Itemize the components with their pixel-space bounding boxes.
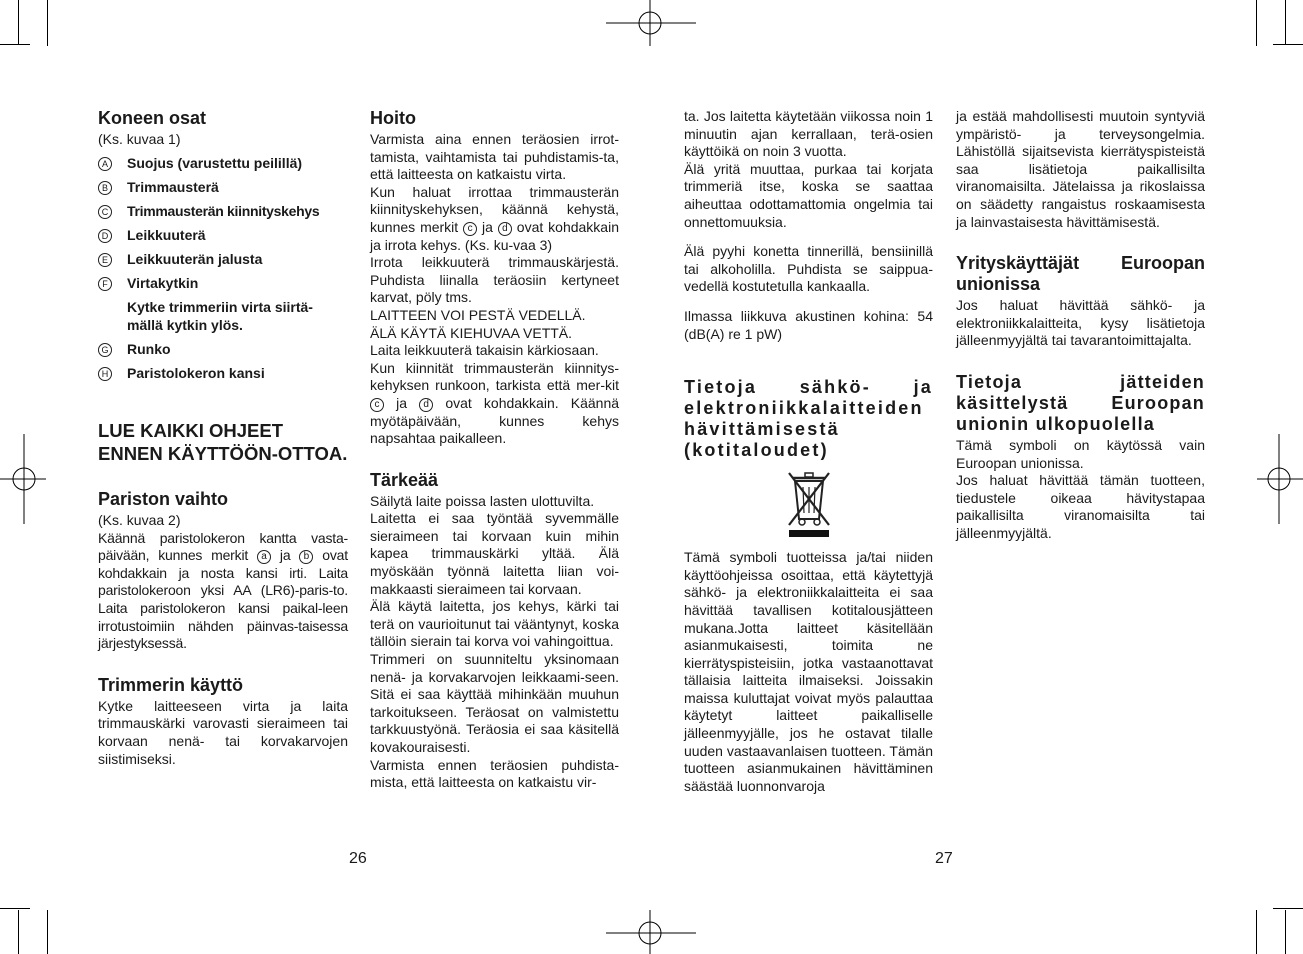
business-users-heading: Yrityskäyttäjät Euroopan unionissa	[956, 253, 1205, 295]
parts-ref: (Ks. kuvaa 1)	[98, 131, 181, 147]
care-text-4: LAITTEEN VOI PESTÄ VEDELLÄ.	[370, 306, 586, 323]
column-2	[370, 108, 619, 792]
part-marker: D	[98, 229, 112, 243]
part-label: Paristolokeron kansi	[127, 364, 265, 381]
registration-crosshair-icon	[1257, 434, 1303, 524]
crop-mark	[1256, 910, 1257, 954]
crop-mark	[1273, 44, 1303, 45]
marker-b: b	[299, 550, 313, 564]
part-label: Runko	[127, 340, 171, 357]
crop-mark	[47, 910, 48, 954]
column-1	[98, 108, 348, 768]
page-number-right: 27	[935, 850, 953, 867]
important-text-5: Varmista ennen teräosien puhdista-mista, että laitteesta on katkaistu vir-	[370, 756, 619, 791]
marker-d: d	[419, 398, 433, 412]
care-text-5: ÄLÄ KÄYTÄ KIEHUVAA VETTÄ.	[370, 324, 573, 341]
list-item	[98, 275, 348, 293]
crossed-out-wheelie-bin-icon	[783, 467, 835, 539]
marker-c: c	[463, 222, 477, 236]
crop-mark	[0, 908, 30, 909]
care-text-1: Varmista aina ennen teräosien irrot-tamista, vaihtamista tai puhdistamis-ta, että laitteesta on katkaistu virta.	[370, 131, 619, 183]
outside-eu-text-2: Jos haluat hävittää tämän tuotteen, tiedustele oikeaa hävitystapaa paikallisilta viranomaisilta tai jälleenmyyjältä.	[956, 472, 1205, 541]
weee-text: Tämä symboli tuotteissa ja/tai niiden käyttöohjeissa osoittaa, että käytettyjä sähkö- ja elektroniikkalaitteita ei saa hävittää tavallisen kotitalousjätteen mukana.Jotta laitteet käsitellään asianmukaisesti, toimita ne kierrätyspisteisiin, jotka vastaanottavat tällaisia laitteita ilmaiseksi. Joissakin maissa kuluttajat voivat myös palauttaa käytetyt laitteet paikalliselle jälleenmyyjälle, jos he ostavat tilalle uuden vastaavanlaisen tuotteen. Tämän tuotteen asianmukainen hävittäminen säästää luonnonvaroja	[684, 549, 933, 794]
part-marker: G	[98, 343, 112, 357]
crop-mark	[0, 44, 30, 45]
part-label: Trimmausterän kiinnityskehys	[127, 202, 320, 219]
parts-heading: Koneen osat	[98, 108, 207, 128]
crop-mark	[47, 0, 48, 46]
part-label: Leikkuuterän jalusta	[127, 250, 263, 267]
part-label: Leikkuuterä	[127, 226, 206, 243]
marker-c: c	[370, 398, 384, 412]
part-label: Virtakytkin	[127, 275, 199, 292]
care-text-3: Irrota leikkuuterä trimmauskärjestä. Puhdista liinalla teräosiin kertyneet karvat, pöly tms.	[370, 254, 619, 306]
battery-heading: Pariston vaihto	[98, 489, 229, 510]
list-item	[98, 341, 348, 359]
part-marker: A	[98, 157, 112, 171]
part-marker: B	[98, 181, 112, 195]
part-marker: C	[98, 205, 112, 219]
continued-text-3: Älä pyyhi konetta tinnerillä, bensiinillä tai alkoholilla. Puhdista se saippua-vedellä kostutetulla kankaalla.	[684, 243, 933, 295]
list-item	[98, 179, 348, 197]
marker-d: d	[498, 222, 512, 236]
part-marker: H	[98, 367, 112, 381]
care-heading: Hoito	[370, 108, 416, 128]
part-marker: F	[98, 277, 112, 291]
part-label: Kytke trimmeriin virta siirtä-mällä kytkin ylös.	[127, 299, 313, 333]
column-3	[684, 108, 933, 795]
weee-heading: Tietoja sähkö- ja elektroniikkalaitteiden hävittämisestä (kotitaloudet)	[684, 377, 933, 461]
business-users-text: Jos haluat hävittää sähkö- ja elektroniikkalaitteita, kysy lisätietoja jälleenmyyjältä tai tavarantoimittajalta.	[956, 297, 1205, 349]
registration-crosshair-icon	[606, 910, 696, 954]
crop-mark	[18, 910, 19, 954]
important-text-3: Älä käytä laitetta, jos kehys, kärki tai terä on vaurioitunut tai vääntynyt, koska tällöin sierain tai korva voi vahingoittua.	[370, 598, 619, 650]
care-text-2: Kun haluat irrottaa trimmausterän kiinnityskehyksen, käännä kehystä, kunnes merkit c ja d ovat kohdakkain ja irrota kehys. (Ks. ku-vaa 3)	[370, 183, 619, 253]
care-text-7: Kun kiinnität trimmausterän kiinnitys-kehyksen runkoon, tarkista että mer-kit c ja d ovat kohdakkain. Käännä myötäpäivään, kunnes kehys napsahtaa paikalleen.	[370, 359, 620, 447]
part-marker: E	[98, 253, 112, 267]
list-item	[98, 365, 348, 383]
list-item	[98, 203, 348, 221]
crop-mark	[1256, 0, 1257, 46]
use-text: Kytke laitteeseen virta ja laita trimmauskärki varovasti sieraimeen tai korvaan nenä- tai korvakarvojen siistimiseksi.	[98, 697, 348, 767]
list-item	[98, 227, 348, 245]
continued-text-2: Älä yritä muuttaa, purkaa tai korjata trimmeriä itse, koska se saattaa aiheuttaa odottamattomia ongelmia tai onnettomuuksia.	[684, 160, 933, 230]
care-text-6: Laita leikkuuterä takaisin kärkiosaan.	[370, 342, 599, 359]
crop-mark	[1285, 910, 1286, 954]
parts-list	[98, 155, 348, 383]
continued-text-1: ta. Jos laitetta käytetään viikossa noin 1 minuutin ajan kerrallaan, terä-osien käyttöikä on noin 3 vuotta.	[684, 108, 933, 160]
crop-mark	[18, 0, 19, 44]
crop-mark	[1285, 0, 1286, 44]
column-4	[956, 108, 1205, 543]
battery-ref: (Ks. kuvaa 2)	[98, 512, 181, 529]
read-instructions-heading: LUE KAIKKI OHJEET ENNEN KÄYTTÖÖN-OTTOA.	[98, 420, 348, 465]
registration-crosshair-icon	[0, 434, 46, 524]
registration-crosshair-icon	[606, 0, 696, 46]
battery-text: Käännä paristolokeron kantta vasta-päivään, kunnes merkit a ja b ovat kohdakkain ja nosta kansi irti. Laita paristolokeroon yksi AA (LR6)-paris-to. Laita paristolokeron kansi paikal-leen irrotustoimiin nähden päinvas-taisessa järjestyksessä.	[98, 529, 348, 652]
important-text-1: Säilytä laite poissa lasten ulottuvilta.	[370, 492, 595, 509]
part-label: Trimmausterä	[127, 178, 219, 195]
outside-eu-heading: Tietoja jätteiden käsittelystä Euroopan unionin ulkopuolella	[956, 371, 1205, 434]
list-item	[98, 299, 348, 334]
list-item	[98, 155, 348, 173]
use-heading: Trimmerin käyttö	[98, 674, 244, 695]
important-text-2: Laitetta ei saa työntää syvemmälle sieraimeen tai korvaan kuin mihin kapea trimmauskärki yltää. Älä myöskään työnnä laitetta liian voi-makkaasti sieraimeen tai korvaan.	[370, 510, 619, 597]
list-item	[98, 251, 348, 269]
part-label: Suojus (varustettu peilillä)	[127, 154, 303, 171]
continued-text: ja estää mahdollisesti muutoin syntyviä ympäristö- ja terveysongelmia. Lähistöllä sijaitsevista kierrätyspisteistä saa lisätietoja paikallisilta viranomaisilta. Jätelaissa ja rikoslaissa on säädetty rangaistus roskaamisesta ja lainvastaisesta hävittämisestä.	[956, 108, 1205, 230]
important-heading: Tärkeää	[370, 469, 439, 490]
crop-mark	[1273, 908, 1303, 909]
page-number-left: 26	[349, 850, 367, 867]
important-text-4: Trimmeri on suunniteltu yksinomaan nenä- ja korvakarvojen leikkaami-seen. Sitä ei saa käyttää mihinkään muuhun tarkoitukseen. Teräosat on valmistettu tarkkuustyönä. Teräosia ei saa käsitellä kovakouraisesti.	[370, 651, 619, 755]
outside-eu-text-1: Tämä symboli on käytössä vain Euroopan unionissa.	[956, 436, 1205, 471]
noise-text: Ilmassa liikkuva akustinen kohina: 54 (dB(A) re 1 pW)	[684, 307, 933, 342]
marker-a: a	[257, 550, 271, 564]
